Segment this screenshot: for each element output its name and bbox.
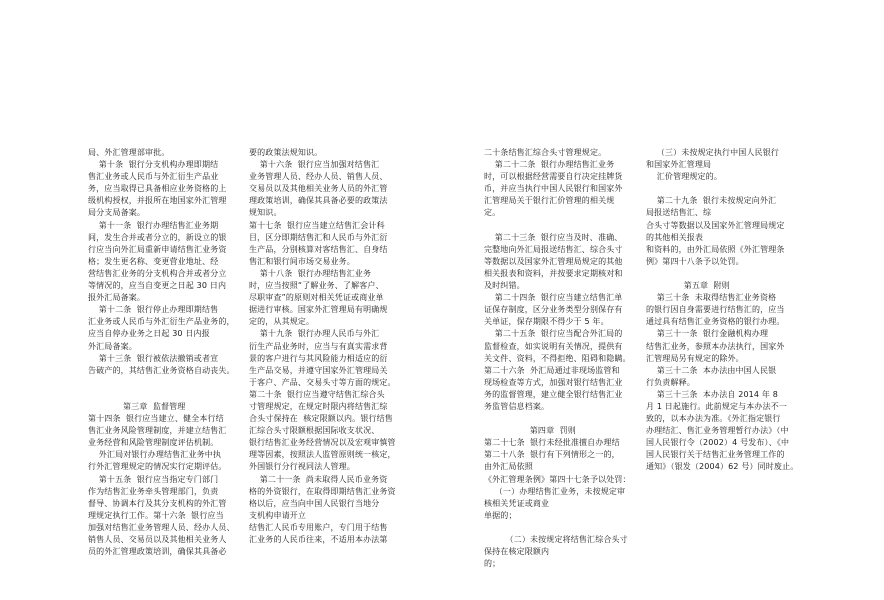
text-line: 局分支局备案。 (88, 208, 146, 218)
text-line: 结售汇业务，参照本办法执行，国家外 (646, 341, 785, 351)
text-line: 和国家外汇管理局 (646, 160, 712, 170)
text-line: 第二十二条 银行办理结售汇业务 (484, 160, 615, 170)
text-line: 目，区分即期结售汇和人民币与外汇衍 (249, 232, 388, 242)
text-line: 第十九条 银行办理人民币与外汇 (249, 329, 380, 339)
text-line: 报外汇局备案。 (88, 293, 146, 303)
text-line: 销售人员、交易员以及其他相关业务人 (88, 535, 227, 544)
text-line: 第二十六条 外汇局通过非现场监管和 (484, 365, 620, 375)
text-line: 第二十三条 银行应当及时、准确、 (484, 232, 623, 242)
text-line: 外汇局备案。 (88, 341, 137, 351)
text-line: 加强对结售汇业务管理人员、经办人员、 (88, 522, 235, 532)
text-line: 局、外汇管理部审批。 (88, 148, 170, 157)
text-line: 《外汇管理条例》第四十七条予以处罚： (484, 474, 631, 484)
text-line: 汇业务的人民币往来，不适用本办法第 (249, 535, 388, 544)
text-line: 生产品，分别核算对客结售汇、自身结 (249, 244, 388, 254)
text-line: 行外汇管理规定的情况实行定期评估。 (88, 462, 227, 472)
text-line: 第二十一条 尚未取得人民币业务资 (249, 474, 388, 484)
text-line (88, 389, 258, 401)
text-line: 格的外资银行，在取得即期结售汇业务资 (249, 486, 396, 496)
text-line: 第二十七条 银行未经批准擅自办理结 (484, 438, 620, 448)
text-line: 务监管信息档案。 (484, 401, 550, 411)
text-line: 币，并应当执行中国人民银行和国家外 (484, 184, 623, 194)
text-line: 合头寸等数据以及国家外汇管理局规定 (646, 220, 785, 230)
text-line: 汇综合头寸限额根据国际收支状况、 (249, 426, 380, 436)
text-line: 售汇业务或人民币与外汇衍生产品业 (88, 172, 219, 182)
text-line: 银行结售汇业务经营情况以及宏观审慎管 (249, 438, 396, 448)
chapter-heading: 第五章 附则 (646, 281, 730, 291)
text-line: 行应当向外汇局重新申请结售汇业务资 (88, 244, 227, 254)
text-line: 第二十五条 银行应当配合外汇局的 (484, 329, 623, 339)
text-line: 第十一条 银行办理结售汇业务期 (88, 220, 219, 230)
text-line: 规知识。 (249, 208, 282, 218)
text-line (88, 377, 258, 389)
text-line: 核相关凭证或商业 (484, 498, 550, 508)
text-line: 务，应当取得已具备相应业务资格的上 (88, 184, 227, 194)
text-line: 理政策培训，确保其具备必要的政策法 (249, 196, 388, 206)
text-line: 月 1 日起施行。此前规定与本办法不一 (646, 401, 788, 411)
text-line: 衍生产品业务时，应当与有真实需求背 (249, 341, 388, 351)
text-line: 第二十条 银行应当遵守结售汇综合头 (249, 389, 385, 399)
text-line: 间，发生合并或者分立的，新设立的银 (88, 232, 227, 242)
text-line: 于客户、产品、交易头寸等方面的规定。 (249, 377, 396, 387)
text-line: 生产品交易，并遵守国家外汇管理局关 (249, 365, 388, 375)
text-line: 第三十三条 本办法自 2014 年 8 (646, 389, 778, 399)
text-column-3 (484, 147, 659, 570)
text-line: 保持在核定限额内 (484, 547, 550, 557)
text-line: 格；发生更名称、变更营业地址、经 (88, 256, 219, 266)
text-line: 业务经营和风险管理制度评估机制。 (88, 438, 219, 448)
text-line: 交易员以及其他相关业务人员的外汇管 (249, 184, 388, 194)
text-line: 现场检查等方式，加强对银行结售汇业 (484, 377, 623, 387)
text-column-2 (249, 147, 421, 546)
text-line: （二）未按规定将结售汇综合头寸 (484, 535, 628, 544)
text-line: 等数据以及国家外汇管理局规定的其他 (484, 256, 623, 266)
text-line: 关文件、资料，不得拒绝、阻碍和隐瞒。 (484, 353, 631, 363)
text-column-4 (646, 147, 806, 474)
text-line: 的； (484, 559, 501, 569)
text-line: 第十条 银行分支机构办理即期结 (88, 160, 219, 170)
text-line: 时，应当按照“了解业务、了解客户、 (249, 281, 384, 291)
text-line: 第三十一条 银行金融机构办理 (646, 329, 769, 339)
text-line: 支机构申请开立 (249, 510, 307, 520)
text-line (484, 522, 659, 534)
text-line: 汇管理局另有规定的除外。 (646, 353, 744, 363)
text-line: 汇价管理规定的。 (646, 172, 722, 182)
text-line: 第二十四条 银行应当建立结售汇单 (484, 293, 623, 303)
text-line: 第二十八条 银行有下列情形之一的， (484, 450, 620, 460)
text-line: 关单证，保存期限不得少于 5 年。 (484, 317, 609, 327)
text-line: 的其他相关报表 (646, 232, 704, 242)
text-line: 第十三条 银行被依法撤销或者宣 (88, 353, 219, 363)
text-line (646, 268, 806, 280)
text-line (646, 183, 806, 195)
text-line: 理等因素，按照法人监管原则统一核定， (249, 450, 396, 460)
text-line: 级机构授权，并报所在地国家外汇管理 (88, 196, 227, 206)
text-line: 据进行审核。国家外汇管理局有明确规 (249, 305, 388, 315)
text-line: 及时纠错。 (484, 281, 525, 291)
text-line: 的银行因自身需要进行结售汇的，应当 (646, 305, 785, 315)
text-line: 应当自停办业务之日起 30 日内报 (88, 329, 210, 339)
text-line: 国人民银行关于结售汇业务管理工作的 (646, 450, 785, 460)
text-line: 相关报表和资料，并按要求定期核对和 (484, 268, 623, 278)
text-line: 国人民银行令（2002）4 号发布）、《中 (646, 438, 790, 448)
text-line: 尽职审查”的原则对相关凭证或商业单 (249, 293, 384, 303)
text-line: 景的客户进行与其风险能力相适应的衍 (249, 353, 388, 363)
text-line: 单据的； (484, 510, 517, 520)
chapter-heading: 第三章 监督管理 (88, 401, 186, 411)
text-line: 通知》（银发（2004）62 号）同时废止。 (646, 462, 799, 472)
text-line: 要的政策法规知识。 (249, 148, 323, 157)
text-line: 等情况的，应当自变更之日起 30 日内 (88, 281, 227, 291)
text-line: 结售汇人民币专用账户，专门用于结售 (249, 522, 388, 532)
text-line: 第三十二条 本办法由中国人民银 (646, 365, 777, 375)
text-line: 外汇局对银行办理结售汇业务中执 (88, 450, 222, 460)
text-line: 第十八条 银行办理结售汇业务 (249, 268, 372, 278)
text-line: 营结售汇业务的分支机构合并或者分立 (88, 268, 227, 278)
text-line: 证保存制度，区分业务类型分别保存有 (484, 305, 623, 315)
text-line: 第十二条 银行停止办理即期结售 (88, 305, 219, 315)
text-line: 第十五条 银行应当指定专门部门 (88, 474, 219, 484)
text-line: 定的，从其规定。 (249, 317, 315, 327)
text-line (484, 413, 659, 425)
text-line: 时，可以根据经营需要自行决定挂牌货 (484, 172, 623, 182)
text-line: （三）未按规定执行中国人民银行 (646, 148, 780, 157)
text-line: 合头寸保持在 核定限额以内。银行结售 (249, 414, 393, 424)
text-line: 寸管理规定，在规定时限内将结售汇综 (249, 401, 388, 411)
text-line: 由外汇局依照 (484, 462, 533, 472)
text-line: 第十四条 银行应当建立、健全本行结 (88, 414, 224, 424)
text-line: 第三十条 未取得结售汇业务资格 (646, 293, 777, 303)
text-line: 通过具有结售汇业务资格的银行办理。 (646, 317, 785, 327)
text-line: 业务管理人员、经办人员、销售人员、 (249, 172, 388, 182)
text-line: 告破产的，其结售汇业务资格自动丧失。 (88, 365, 235, 375)
text-line: 第十六条 银行应当加强对结售汇 (249, 160, 380, 170)
text-line: 格以后，应当向中国人民银行当地分 (249, 498, 380, 508)
text-line: （一）办理结售汇业务，未按规定审 (484, 486, 626, 496)
text-line: 例》第四十八条予以处罚。 (646, 256, 744, 266)
text-line: 务的监督管理，建立健全银行结售汇业 (484, 389, 623, 399)
chapter-heading: 第四章 罚则 (484, 426, 576, 436)
text-line: 局报送结售汇、综 (646, 208, 712, 218)
text-line: 致的，以本办法为准。《外汇指定银行 (646, 414, 781, 424)
text-line: 督导、协调本行及其分支机构的外汇管 (88, 498, 227, 508)
text-line: 办理结汇、售汇业务管理暂行办法》（中 (646, 426, 789, 436)
text-line: 二十条结售汇综合头寸管理规定。 (484, 148, 607, 157)
text-line: 售汇和银行间市场交易业务。 (249, 256, 355, 266)
text-line: 完整地向外汇局报送结售汇、综合头寸 (484, 244, 623, 254)
text-line: 外国银行分行视同法人管理。 (249, 462, 355, 472)
text-line: 汇业务或人民币与外汇衍生产品业务的， (88, 317, 235, 327)
text-column-1 (88, 147, 258, 558)
text-line: 行负责解释。 (646, 377, 695, 387)
text-line: 和资料的，由外汇局依照《外汇管理条 (646, 244, 785, 254)
text-line: 理规定执行工作。第十六条 银行应当 (88, 510, 224, 520)
text-line: 售汇业务风险管理制度，并建立结售汇 (88, 426, 227, 436)
text-line: 第十七条 银行应当建立结售汇会计科 (249, 220, 385, 230)
text-line: 第二十九条 银行未按规定向外汇 (646, 196, 777, 206)
text-line: 汇管理局关于银行汇价管理的相关规 (484, 196, 615, 206)
text-line: 监督检查，如实说明有关情况，提供有 (484, 341, 623, 351)
text-line: 作为结售汇业务牵头管理部门，负责 (88, 486, 219, 496)
text-line: 员的外汇管理政策培训，确保其具备必 (88, 547, 227, 557)
text-line (484, 220, 659, 232)
text-line: 定。 (484, 208, 501, 218)
